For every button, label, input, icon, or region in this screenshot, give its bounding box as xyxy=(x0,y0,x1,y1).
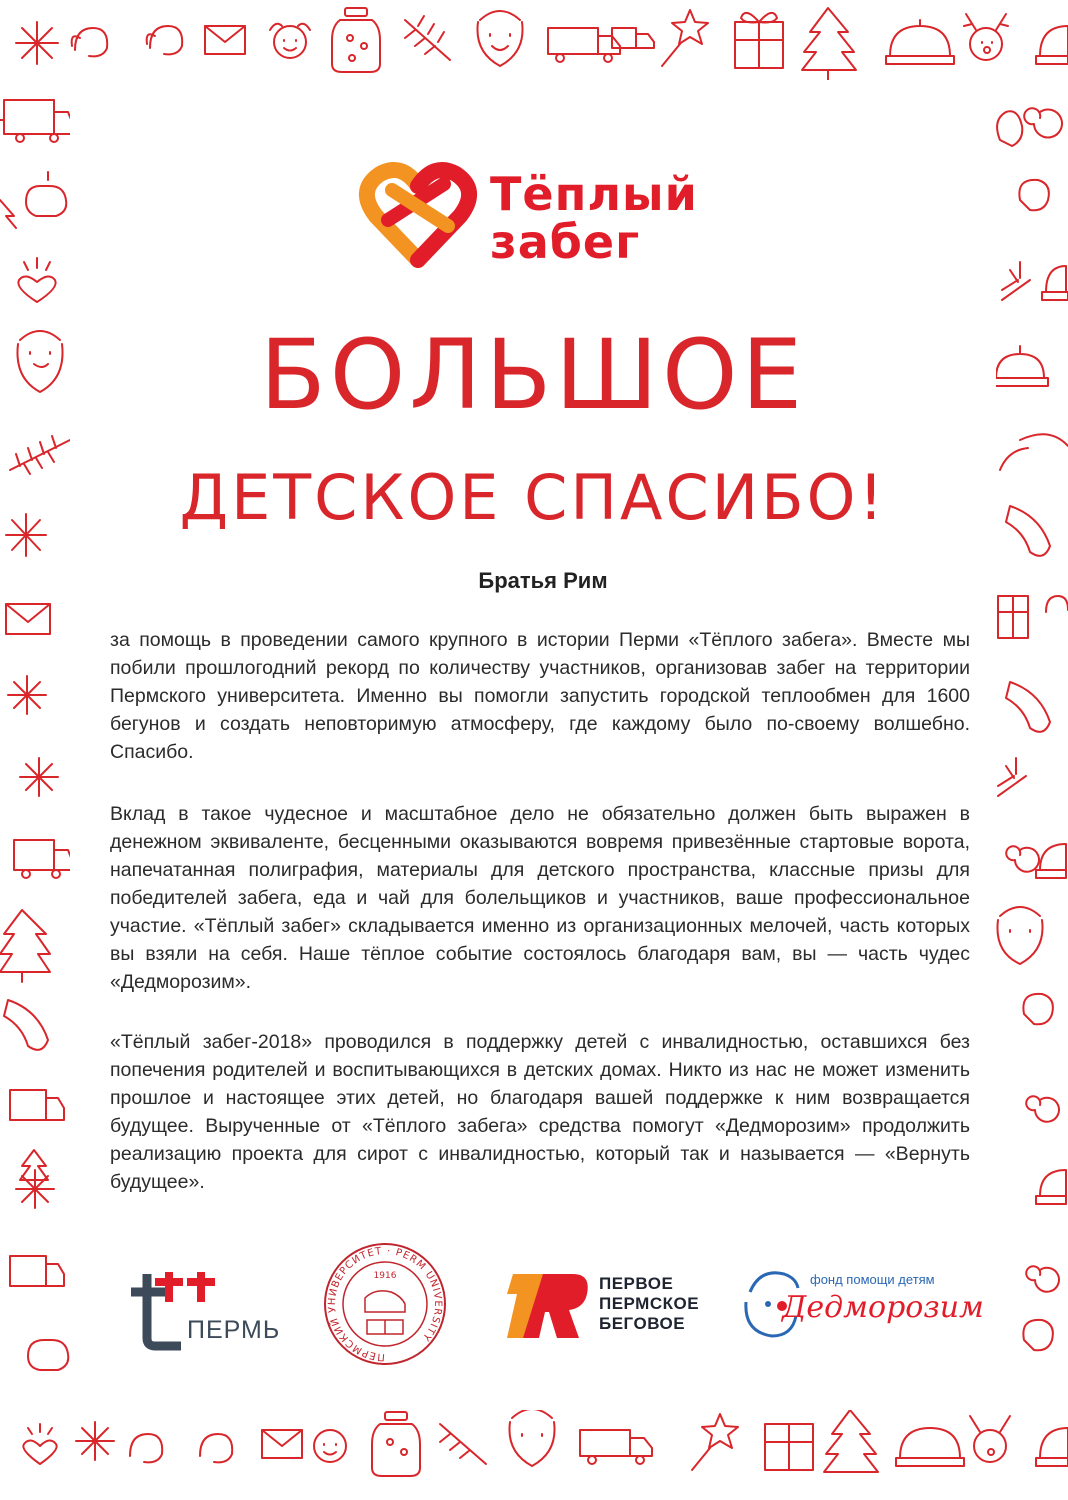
reindeer-icon xyxy=(998,758,1026,796)
truck-icon xyxy=(580,1430,652,1464)
truck-icon xyxy=(14,840,72,878)
christmas-tree-icon xyxy=(802,8,856,82)
hat-icon xyxy=(1036,1428,1068,1466)
swirl-icon xyxy=(1006,846,1039,872)
swirl-icon xyxy=(1024,108,1062,137)
hat-icon xyxy=(1042,266,1068,300)
logo-line-2: забег xyxy=(490,215,641,269)
truck-icon xyxy=(4,100,72,142)
hat-icon xyxy=(992,346,1048,386)
heart-icon xyxy=(23,1424,56,1464)
mitten-icon xyxy=(130,1434,162,1462)
reindeer-icon xyxy=(964,14,1008,60)
snowflake-icon xyxy=(20,758,58,796)
swirl-icon xyxy=(1026,1266,1059,1292)
santa-face-icon xyxy=(509,1409,554,1466)
gift-box-icon xyxy=(765,1424,813,1470)
hat-icon xyxy=(1036,1170,1066,1204)
mitten-icon xyxy=(997,111,1022,146)
snowflake-icon xyxy=(16,1170,54,1208)
child-face-icon xyxy=(314,1430,346,1462)
jar-icon xyxy=(372,1412,420,1476)
perm-university-seal xyxy=(315,1242,455,1367)
ppb-line-1: ПЕРВОЕ xyxy=(599,1274,674,1293)
hat-icon xyxy=(1000,434,1068,470)
hat-icon xyxy=(1036,26,1068,64)
svg-text:ПЕРМСКИЙ УНИВЕРСИТЕТ · PERM UN xyxy=(327,1246,443,1362)
fir-branch-icon xyxy=(405,16,450,60)
paragraph-2: Вклад в такое чудесное и масштабное дело не обязательно должен быть выражен в денежном эквиваленте, бесценными оказываются вовремя привезённые стартовые ворота, напечатанная полиграфия, материалы для детского пространства, классные призы для победителей забега, еда и чай для болельщиков и участников, ваше профессиональное участие. «Тёплый забег» складывается именно из организационных мелочей, часть которых вы взяли на себя. Наше тёплое событие состоялось благодаря вам, вы — часть чудес «Дедморозим». xyxy=(110,803,970,993)
truck-icon xyxy=(548,28,620,62)
santa-face-icon xyxy=(17,331,62,392)
pervoe-permskoe-begovoe-logo xyxy=(503,1266,733,1346)
gift-box-icon xyxy=(735,13,783,68)
mitten-icon xyxy=(1023,994,1053,1024)
certificate-content xyxy=(70,80,996,1410)
horn-icon xyxy=(1006,506,1050,556)
star-wand-icon xyxy=(662,10,708,66)
mitten-icon xyxy=(147,26,183,54)
page-title-line-2: ДЕТСКОЕ СПАСИБО! xyxy=(179,461,887,534)
snowflake-icon xyxy=(6,514,46,556)
ppb-wordmark xyxy=(599,1274,699,1334)
hat-icon xyxy=(28,1340,68,1370)
tplus-city: ПЕРМЬ xyxy=(187,1316,281,1344)
mitten-icon xyxy=(1023,1320,1053,1350)
seal-year: 1916 xyxy=(373,1271,397,1281)
seal-ring-text: ПЕРМСКИЙ УНИВЕРСИТЕТ · PERM UNIVERSITY xyxy=(326,1245,444,1363)
truck-icon xyxy=(10,1090,64,1120)
santa-face-icon xyxy=(997,907,1042,964)
hat-icon xyxy=(1036,844,1066,878)
horn-icon xyxy=(1006,682,1050,732)
hat-icon xyxy=(26,172,66,216)
mitten-icon xyxy=(1019,180,1049,210)
swirl-icon xyxy=(1026,1096,1059,1122)
gift-box-icon xyxy=(998,596,1028,638)
mitten-icon xyxy=(72,28,108,56)
child-face-icon xyxy=(270,24,310,58)
christmas-tree-icon xyxy=(824,1410,878,1472)
christmas-tree-icon xyxy=(0,200,16,228)
santa-face-icon xyxy=(477,11,522,66)
dedmorozim-tagline: фонд помощи детям xyxy=(810,1272,935,1287)
dedmorozim-logo xyxy=(740,1262,984,1352)
ppb-mark-icon xyxy=(503,1266,593,1346)
heart-icon xyxy=(18,258,55,302)
mitten-icon xyxy=(1046,596,1068,612)
logo-line-1: Тёплый xyxy=(490,167,698,221)
recipient-name: Братья Рим xyxy=(478,568,608,593)
logo-wordmark xyxy=(490,167,698,269)
snowflake-icon xyxy=(8,676,46,714)
page-title-line-1: БОЛЬШОЕ xyxy=(259,319,807,431)
envelope-icon xyxy=(205,26,245,54)
reindeer-icon xyxy=(1002,262,1030,300)
horn-icon xyxy=(4,1000,48,1050)
truck-icon xyxy=(10,1256,64,1286)
fir-branch-icon xyxy=(10,436,70,474)
dedmorozim-wordmark: Дедморозим xyxy=(782,1290,984,1325)
heart-logo-icon xyxy=(358,160,478,270)
teply-zabeg-logo xyxy=(358,160,778,270)
paragraph-1: за помощь в проведении самого крупного в истории Перми «Тёплого забега». Вместе мы побили прошлогодний рекорд по количеству участников, организовав забег на территории Пермского университета. Именно вы помогли запустить городской теплообмен для 1600 бегунов и создать неповторимую атмосферу, где каждому было по-своему волшебно. Спасибо. xyxy=(110,629,970,763)
ppb-line-3: БЕГОВОЕ xyxy=(599,1314,686,1333)
reindeer-icon xyxy=(970,1416,1010,1462)
fir-branch-icon xyxy=(440,1424,486,1464)
mitten-icon xyxy=(200,1434,232,1462)
star-wand-icon xyxy=(692,1414,738,1470)
hat-icon xyxy=(896,1428,964,1466)
jar-icon xyxy=(332,8,380,72)
hat-icon xyxy=(886,20,954,64)
envelope-icon xyxy=(6,604,50,634)
partner-logos xyxy=(70,1242,996,1372)
ppb-line-2: ПЕРМСКОЕ xyxy=(599,1294,700,1313)
university-seal-icon xyxy=(315,1242,455,1367)
tplus-perm-logo xyxy=(125,1262,285,1352)
christmas-tree-icon xyxy=(0,910,50,982)
snowflake-icon xyxy=(16,22,58,64)
snowflake-icon xyxy=(76,1422,114,1460)
envelope-icon xyxy=(262,1430,302,1458)
paragraph-3: «Тёплый забег-2018» проводился в поддержку детей с инвалидностью, оставшихся без попечения родителей и воспитывающихся в детских домах. Никто из нас не может изменить прошлое и настоящее этих детей, но благодаря вашей поддержке к ним возвращается будущее. Вырученные от «Тёплого забега» средства помогут «Дедморозим» продолжить реализацию проекта для сирот с инвалидностью, который так и называется — «Вернуть будущее». xyxy=(110,1031,970,1193)
